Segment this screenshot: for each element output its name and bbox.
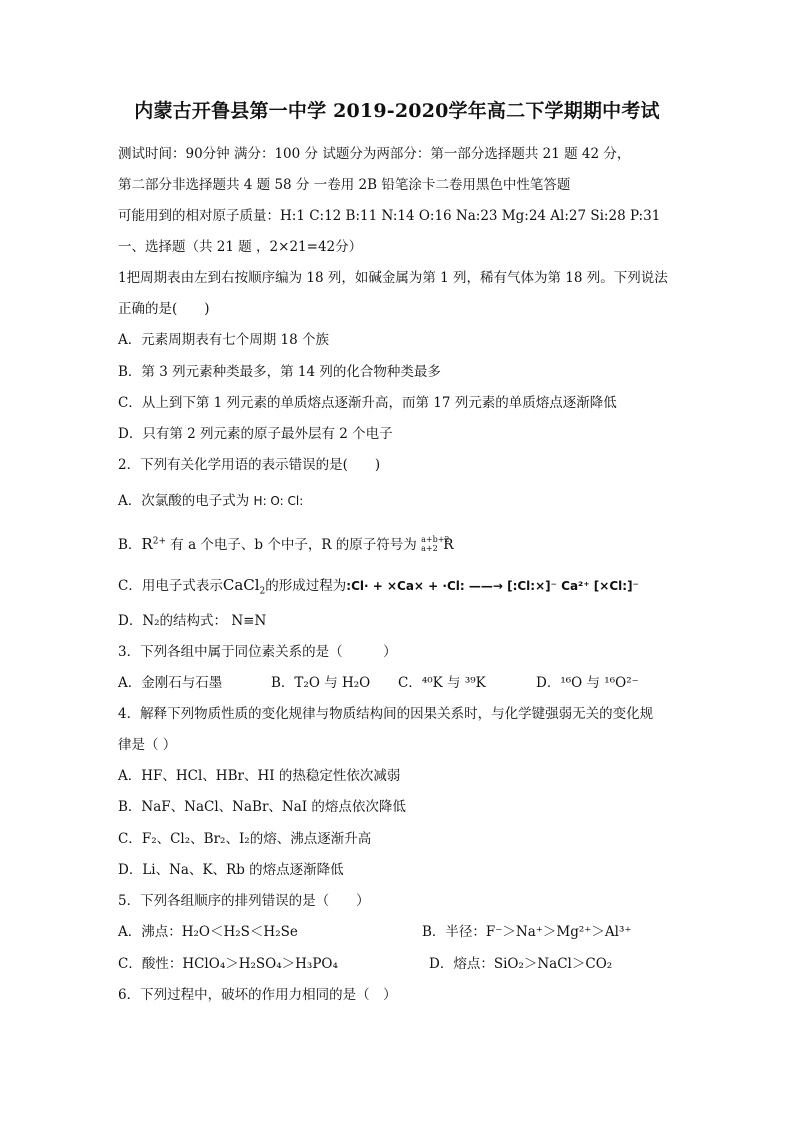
- cacl2-formation-electron-diagram: :Cl· + ×Ca× + ·Cl: ——→ [:Cl:×]⁻ Ca²⁺ [×Cl:]⁻: [346, 579, 639, 593]
- q3-option-c: C．⁴⁰K 与 ³⁹K: [398, 675, 486, 691]
- q2-option-d: D．N₂的结构式： N≡N: [118, 613, 267, 629]
- q5-option-a: A．沸点：H₂O＜H₂S＜H₂Se: [118, 924, 298, 940]
- calcium-chloride-subscript: 2: [259, 586, 266, 597]
- q4-option-b: B．NaF、NaCl、NaBr、NaI 的熔点依次降低: [118, 799, 406, 815]
- q5-option-b: B．半径：F⁻＞Na⁺＞Mg²⁺＞Al³⁺: [422, 924, 632, 940]
- q2-ion-charge: 2+: [152, 536, 166, 547]
- exam-info-line-3: 可能用到的相对原子质量：H:1 C:12 B:11 N:14 O:16 Na:23 Mg:24 Al:27 Si:28 P:31: [118, 208, 661, 224]
- calcium-chloride-formula: CaCl: [222, 576, 260, 594]
- q4-option-d: D．Li、Na、K、Rb 的熔点逐渐降低: [118, 862, 344, 878]
- q1-stem-line-2: 正确的是( ): [118, 301, 210, 317]
- q4-option-c: C．F₂、Cl₂、Br₂、I₂的熔、沸点逐渐升高: [118, 831, 372, 847]
- q3-option-d: D．¹⁶O 与 ¹⁶O²⁻: [536, 675, 639, 691]
- q2-option-b-text: 有 a 个电子、b 个中子，R 的原子符号为: [166, 537, 417, 553]
- nuclide-atomic-number: a+2: [421, 543, 438, 553]
- nuclide-mass-number: a+b+2: [421, 534, 450, 544]
- q4-stem-line-1: 4．解释下列物质性质的变化规律与物质结构间的因果关系时，与化学键强弱无关的变化规: [118, 706, 654, 722]
- exam-title: 内蒙古开鲁县第一中学 2019-2020学年高二下学期期中考试: [134, 100, 660, 122]
- q1-option-a: A．元素周期表有七个周期 18 个族: [118, 332, 330, 348]
- q2-option-c-text: C．用电子式表示: [118, 578, 223, 594]
- q5-option-d: D．熔点：SiO₂＞NaCl＞CO₂: [429, 956, 613, 972]
- q2-option-b: [118, 534, 455, 554]
- hypochlorous-acid-electron-formula: H: O: Cl:: [253, 494, 304, 508]
- q4-stem-line-2: 律是（ ）: [118, 737, 177, 753]
- q3-option-a: A．金刚石与石墨: [118, 675, 223, 691]
- exam-info-line-2: 第二部分非选择题共 4 题 58 分 一卷用 2B 铅笔涂卡二卷用黑色中性笔答题: [118, 177, 571, 193]
- q2-option-a: [118, 495, 303, 509]
- section-heading: 一、选择题（共 21 题 ，2×21=42分）: [118, 239, 363, 255]
- q6-stem: 6．下列过程中，破坏的作用力相同的是（ ）: [118, 987, 397, 1003]
- q2-option-a-text: A．次氯酸的电子式为: [118, 493, 250, 509]
- q2-option-b-prefix: B．: [118, 537, 142, 553]
- q1-option-c: C．从上到下第 1 列元素的单质熔点逐渐升高，而第 17 列元素的单质熔点逐渐降低: [118, 395, 617, 411]
- q2-option-c-text-2: 的形成过程为: [265, 578, 347, 594]
- nuclide-element: R: [443, 536, 454, 553]
- q2-option-c: [118, 576, 639, 597]
- q3-option-b: B．T₂O 与 H₂O: [271, 675, 371, 691]
- q5-option-c: C．酸性：HClO₄＞H₂SO₄＞H₃PO₄: [118, 956, 338, 972]
- q2-stem: 2．下列有关化学用语的表示错误的是( ): [118, 457, 381, 473]
- nuclide-symbol: [421, 534, 455, 554]
- q2-ion-symbol: R: [141, 535, 153, 553]
- q3-stem: 3．下列各组中属于同位素关系的是（ ）: [118, 644, 397, 660]
- exam-info-line-1: 测试时间：90分钟 满分：100 分 试题分为两部分：第一部分选择题共 21 题 42 分，: [118, 146, 631, 162]
- q1-option-b: B．第 3 列元素种类最多，第 14 列的化合物种类最多: [118, 364, 441, 380]
- q5-stem: 5．下列各组顺序的排列错误的是（ ）: [118, 893, 370, 909]
- q4-option-a: A．HF、HCl、HBr、HI 的热稳定性依次减弱: [118, 768, 401, 784]
- q1-stem-line-1: 1把周期表由左到右按顺序编为 18 列，如碱金属为第 1 列，稀有气体为第 18 列。下列说法: [118, 270, 668, 286]
- q1-option-d: D．只有第 2 列元素的原子最外层有 2 个电子: [118, 426, 393, 442]
